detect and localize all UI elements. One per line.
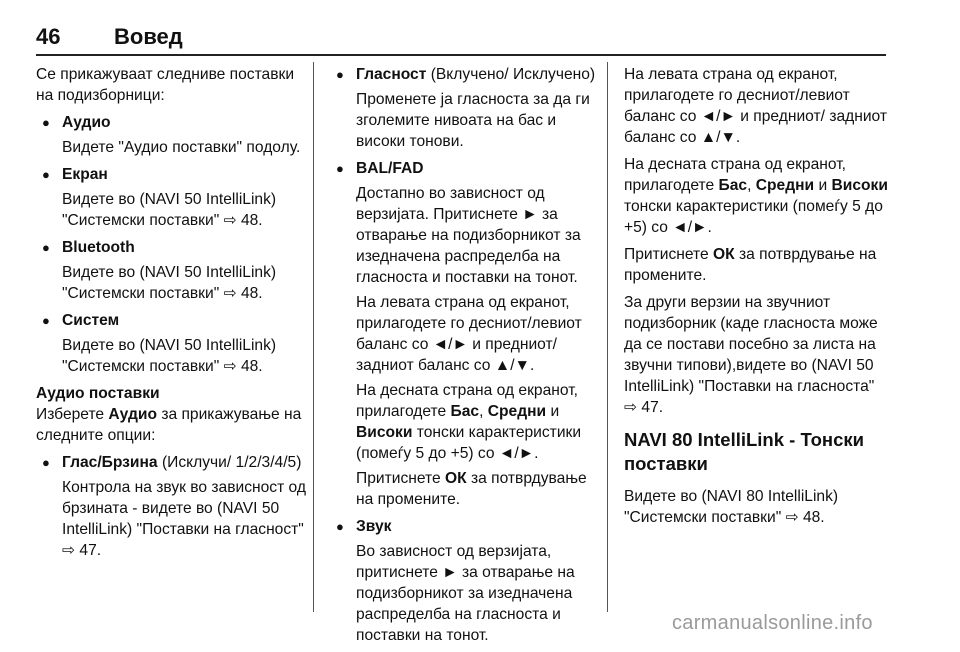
item-body: Контрола на звук во зависност од брзината - видете во (NAVI 50 IntelliLink) "Поставки на гласност" ⇨ 47.	[62, 479, 306, 559]
item-body: Видете во (NAVI 50 IntelliLink) "Системски поставки" ⇨ 48.	[62, 191, 277, 229]
column-1	[36, 64, 308, 567]
list-item-bal-fad	[330, 158, 598, 510]
intro-text: Се прикажуваат следниве поставки на подизборници:	[36, 66, 295, 104]
bullet-icon: ●	[336, 161, 344, 176]
item-title: Глас/Брзина (Исклучи/ 1/2/3/4/5)	[62, 454, 302, 471]
item-body: Видете во (NAVI 50 IntelliLink) "Системски поставки" ⇨ 48.	[62, 264, 277, 302]
watermark: carmanualsonline.info	[672, 612, 873, 634]
other-versions-text: За други верзии на звучниот подизборник (каде гласноста може да се постави посебно за листа на звучни типови),видете во (NAVI 50 IntelliLink) "Поставки на гласноста" ⇨ 47.	[624, 294, 878, 416]
navi80-body: Видете во (NAVI 80 IntelliLink) "Системски поставки" ⇨ 48.	[624, 488, 839, 526]
item-title: Звук	[356, 518, 392, 535]
list-item-screen	[36, 164, 308, 231]
item-body: Достапно во зависност од верзијата. Притиснете ► за отварање на подизборникот за изедначена распределба на гласноста и поставки на тонот.	[356, 185, 581, 286]
item-body: Променете ја гласноста за да ги зголемите нивоата на бас и високи тонови.	[356, 91, 590, 150]
page-number: 46	[36, 24, 61, 49]
column-2	[330, 64, 598, 652]
column-3	[624, 64, 889, 534]
right-screen-text: На десната страна од екранот, прилагодете Бас, Средни и Високи тонски карактеристики (помеѓу 5 до +5) со ◄/►.	[624, 156, 888, 236]
list-item-audio	[36, 112, 308, 158]
list-item-speed-volume	[36, 452, 308, 561]
navi80-heading: NAVI 80 IntelliLink - Тонски поставки	[624, 429, 864, 474]
audio-select-text: Изберете Аудио за прикажување на следните опции:	[36, 406, 302, 444]
item-title: Екран	[62, 166, 108, 183]
bullet-icon: ●	[42, 115, 50, 130]
left-screen-text: На левата страна од екранот, прилагодете го десниот/левиот баланс со ◄/► и предниот/ задниот баланс со ▲/▼.	[624, 66, 888, 146]
item-title: Аудио	[62, 114, 111, 131]
item-body: Во зависност од верзијата, притиснете ► за отварање на подизборникот за изедначена распределба на гласноста и поставки на тонот.	[356, 543, 575, 644]
item-title: Систем	[62, 312, 120, 329]
right-screen-text: На десната страна од екранот, прилагодете Бас, Средни и Високи тонски карактеристики (помеѓу 5 до +5) со ◄/►.	[356, 382, 582, 462]
bullet-icon: ●	[336, 67, 344, 82]
column-divider-left	[313, 62, 314, 612]
bullet-icon: ●	[42, 167, 50, 182]
bullet-icon: ●	[42, 240, 50, 255]
column-divider-right	[607, 62, 608, 612]
item-title: Bluetooth	[62, 239, 135, 256]
list-item-loudness	[330, 64, 598, 152]
bullet-icon: ●	[42, 313, 50, 328]
item-title: Гласност (Вклучено/ Исклучено)	[356, 66, 596, 83]
left-screen-text: На левата страна од екранот, прилагодете го десниот/левиот баланс со ◄/► и предниот/ задниот баланс со ▲/▼.	[356, 294, 582, 374]
list-item-sound	[330, 516, 598, 646]
list-item-system	[36, 310, 308, 377]
audio-settings-heading: Аудио поставки	[36, 385, 160, 402]
item-body: Видете во (NAVI 50 IntelliLink) "Системски поставки" ⇨ 48.	[62, 337, 277, 375]
confirm-text: Притиснете ОК за потврдување на промените.	[356, 470, 587, 508]
bullet-icon: ●	[336, 519, 344, 534]
bullet-icon: ●	[42, 455, 50, 470]
page-header	[36, 22, 886, 56]
confirm-text: Притиснете ОК за потврдување на промените.	[624, 246, 877, 284]
item-body: Видете "Аудио поставки" подолу.	[62, 139, 301, 156]
item-title: BAL/FAD	[356, 160, 424, 177]
page-title: Вовед	[114, 24, 183, 49]
list-item-bluetooth	[36, 237, 308, 304]
